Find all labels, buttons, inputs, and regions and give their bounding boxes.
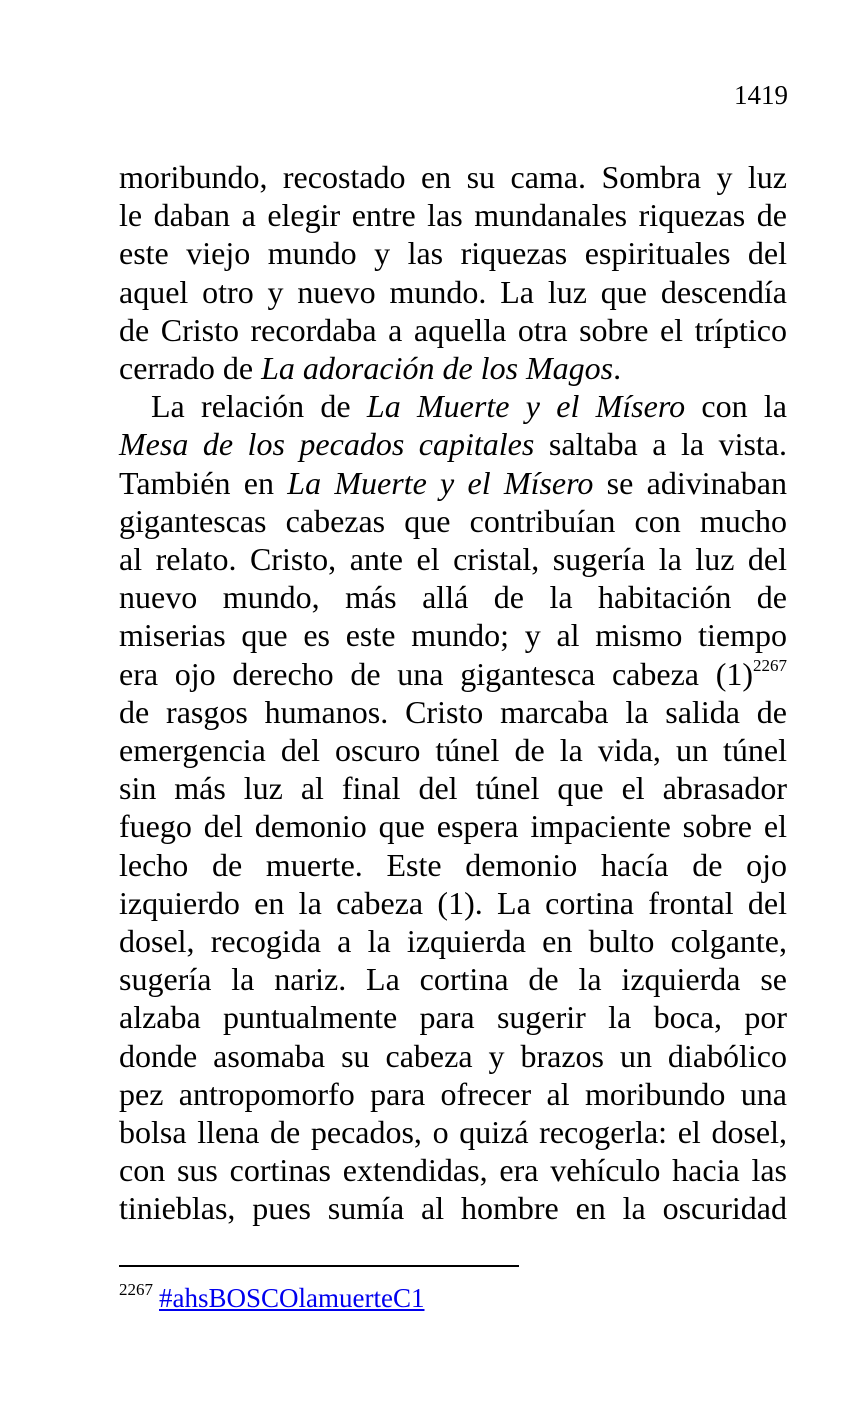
text-line [119, 273, 787, 311]
text-line [119, 502, 787, 540]
text-run: al relato. Cristo, ante el cristal, sugería la luz del [119, 541, 787, 578]
text-line [119, 578, 787, 616]
footnote-divider [119, 1265, 519, 1267]
text-line [119, 846, 787, 884]
page-number: 1419 [734, 80, 788, 110]
text-line [119, 196, 787, 234]
text-run: bolsa llena de pecados, o quizá recogerla: el dosel, [119, 1114, 787, 1151]
text-run: saltaba a la vista. [534, 426, 788, 463]
text-run: dosel, recogida a la izquierda en bulto colgante, [119, 923, 787, 960]
text-run: se adivinaban [593, 464, 788, 501]
text-run: con sus cortinas extendidas, era vehículo hacia las [119, 1152, 787, 1189]
footnote-reference: 2267 [753, 655, 787, 675]
text-run: nuevo mundo, más allá de la habitación de [119, 579, 787, 616]
text-line [119, 769, 787, 807]
text-run: . [613, 350, 622, 387]
footnote [119, 1282, 424, 1314]
text-run: izquierdo en la cabeza (1). La cortina frontal del [119, 884, 787, 921]
text-line [119, 616, 787, 654]
text-run: era ojo derecho de una gigantesca cabeza (1) [119, 655, 753, 692]
text-line [119, 1113, 787, 1151]
text-line [119, 1151, 787, 1189]
text-line [119, 884, 787, 922]
text-line [119, 349, 787, 387]
italic-title: La Muerte y el Mísero [287, 464, 594, 501]
text-run: sugería la nariz. La cortina de la izquierda se [119, 961, 787, 998]
text-run: de Cristo recordaba a aquella otra sobre el tríptico [119, 311, 787, 348]
text-run: aquel otro y nuevo mundo. La luz que descendía [119, 273, 787, 310]
text-line [119, 464, 787, 502]
text-line [119, 960, 787, 998]
text-line [119, 234, 787, 272]
text-line [119, 540, 787, 578]
text-line [119, 158, 787, 196]
text-run: La relación de [151, 388, 367, 425]
text-run: lecho de muerte. Este demonio hacía de ojo [119, 846, 787, 883]
text-line [119, 1037, 787, 1075]
text-line [119, 731, 787, 769]
italic-title: La adoración de los Magos [261, 350, 614, 387]
text-run: donde asomaba su cabeza y brazos un diabólico [119, 1037, 787, 1074]
text-run: con la [685, 388, 788, 425]
text-line [119, 311, 787, 349]
text-line [119, 922, 787, 960]
italic-title: Mesa de los pecados capitales [119, 426, 535, 463]
text-run: fuego del demonio que espera impaciente sobre el [119, 808, 787, 845]
paragraph [119, 158, 787, 387]
footnote-number: 2267 [119, 1280, 153, 1299]
text-run: sin más luz al final del túnel que el abrasador [119, 770, 787, 807]
text-line [119, 387, 787, 425]
text-run: gigantescas cabezas que contribuían con mucho [119, 502, 787, 539]
footnote-link[interactable]: #ahsBOSCOlamuerteC1 [159, 1283, 425, 1313]
text-line [119, 1075, 787, 1113]
paragraph [119, 387, 787, 1227]
text-run: pez antropomorfo para ofrecer al moribundo una [119, 1075, 787, 1112]
text-run: miserias que es este mundo; y al mismo tiempo [119, 617, 787, 654]
text-run: moribundo, recostado en su cama. Sombra y luz [119, 159, 787, 195]
text-run: También en [119, 464, 288, 501]
text-run: tinieblas, pues sumía al hombre en la oscuridad [119, 1190, 787, 1227]
text-line [119, 998, 787, 1036]
text-line [119, 655, 787, 693]
text-run: emergencia del oscuro túnel de la vida, un túnel [119, 732, 787, 769]
text-line [119, 693, 787, 731]
text-run: le daban a elegir entre las mundanales riquezas de [119, 197, 787, 234]
text-line [119, 425, 787, 463]
text-run: este viejo mundo y las riquezas espirituales del [119, 235, 787, 272]
body-text [119, 158, 787, 1228]
text-run: de rasgos humanos. Cristo marcaba la salida de [119, 693, 787, 730]
text-run: alzaba puntualmente para sugerir la boca, por [119, 999, 787, 1036]
text-line [119, 1189, 787, 1227]
text-line [119, 807, 787, 845]
text-run: cerrado de [119, 350, 262, 387]
italic-title: La Muerte y el Mísero [366, 388, 686, 425]
